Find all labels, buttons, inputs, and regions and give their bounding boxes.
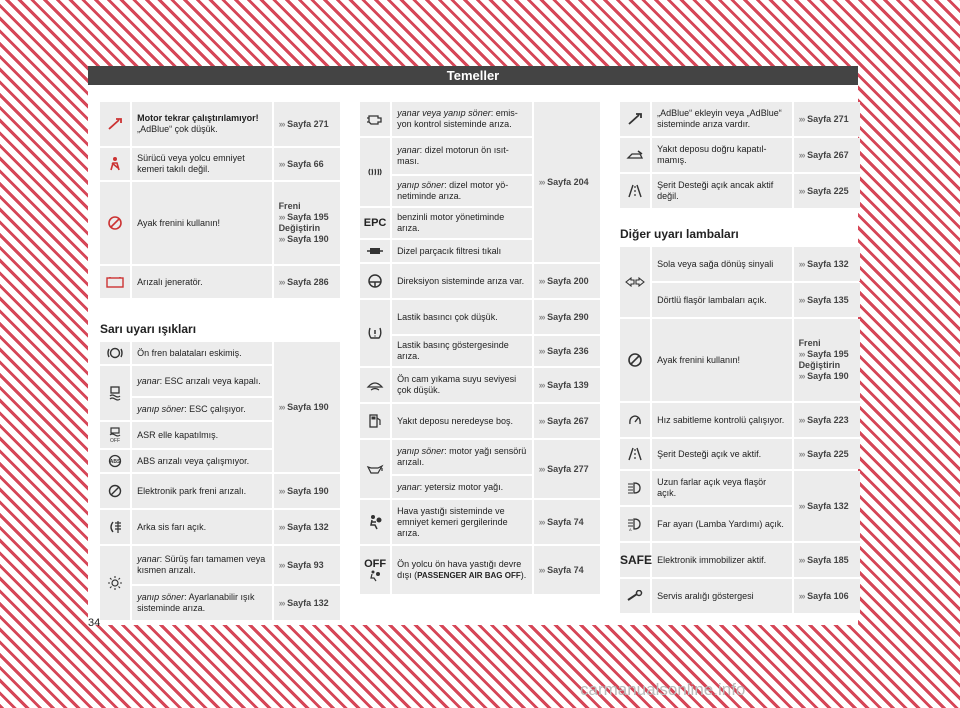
row-desc: : Ayarlanabilir ışık sisteminde arıza. (137, 592, 255, 613)
page-ref: Sayfa 286 (287, 276, 329, 287)
column-2 (360, 100, 600, 596)
row-desc: Sola veya sağa dönüş sinyali (652, 247, 793, 281)
high-beam-icon (620, 471, 652, 505)
row-desc: Sürücü veya yolcu emniyet kemeri takılı değil. (132, 148, 273, 180)
page-ref: Sayfa 290 (547, 311, 589, 322)
page-ref: Sayfa 236 (547, 345, 589, 356)
row-desc: Servis aralığı göstergesi (652, 579, 793, 613)
washer-fluid-icon (360, 368, 392, 402)
table-row: „AdBlue“ ekleyin veya „AdBlue“ sisteminde arıza vardır. ››› Sayfa 271 (620, 102, 860, 136)
service-wrench-icon (620, 579, 652, 613)
table-row: Şerit Desteği açık ancak aktif değil. ››› Sayfa 225 (620, 174, 860, 208)
brake-pads-icon (100, 342, 132, 364)
battery-icon (100, 266, 132, 298)
row-desc: : Sürüş farı tamamen veya kısmen arızalı. (137, 554, 266, 575)
row-desc: Hız sabitleme kontrolü çalışıyor. (652, 403, 793, 437)
row-desc: „AdBlue“ ekleyin veya „AdBlue“ sisteminde arıza vardır. (652, 102, 793, 136)
row-desc: Dizel parçacık filtresi tıkalı (392, 240, 533, 262)
row-desc: Yakıt deposu doğru kapatılmamış. (652, 138, 793, 172)
column-1-yellow (100, 340, 340, 622)
page-ref: Sayfa 132 (287, 597, 329, 608)
row-desc: Dörtlü flaşör lambaları açık. (652, 283, 793, 317)
seatbelt-icon (100, 148, 132, 180)
other-lights-table (620, 245, 860, 615)
row-desc: Hava yastığı sisteminde ve emniyet kemeri gergilerinde arıza. (392, 500, 533, 544)
row-desc: : ESC çalışıyor. (184, 403, 246, 414)
table-row: Yakıt deposu neredeyse boş. ››› Sayfa 267 (360, 404, 600, 438)
column-3 (620, 100, 860, 210)
row-desc: Ön cam yıkama suyu seviyesi çok düşük. (392, 368, 533, 402)
table-row: Ayak frenini kullanın! Freni ››› Sayfa 195 Değiştirin ››› Sayfa 190 (100, 182, 340, 264)
row-desc: : dizel motor yönetiminde arıza. (397, 180, 509, 201)
page-ref: Sayfa 190 (807, 371, 849, 381)
table-row: Sürücü veya yolcu emniyet kemeri takılı değil. ››› Sayfa 66 (100, 148, 340, 180)
page-ref: Sayfa 267 (807, 149, 849, 160)
engine-icon (360, 102, 392, 136)
row-desc: Ön yolcu ön hava yastığı devre dışı ( (397, 559, 522, 580)
table-row: yanıp söner: Ayarlanabilir ışık sisteminde arıza. ››› Sayfa 132 (100, 586, 340, 620)
safe-icon: SAFE (620, 543, 652, 577)
page-number: 34 (88, 617, 101, 629)
table-row: Elektronik park freni arızalı. ››› Sayfa 190 (100, 474, 340, 508)
table-row: yanar: ESC arızalı veya kapalı. (100, 366, 340, 396)
esc-icon (100, 366, 132, 420)
row-desc: : dizel motorun ön ısıtması. (397, 145, 509, 166)
table-row: OFF Ön yolcu ön hava yastığı devre dışı (PASSENGER AIR BAG OFF). ››› Sayfa 74 (360, 546, 600, 594)
row-desc: Şerit Desteği açık ancak aktif değil. (652, 174, 793, 208)
page-ref: Sayfa 223 (807, 414, 849, 425)
column-3-other (620, 245, 860, 615)
table-row: Hava yastığı sisteminde ve emniyet kemeri gergilerinde arıza. ››› Sayfa 74 (360, 500, 600, 544)
row-title: Motor tekrar çalıştırılamıyor! (137, 113, 259, 123)
table-row: Hız sabitleme kontrolü çalışıyor. ››› Sayfa 223 (620, 403, 860, 437)
esc-off-icon (100, 422, 132, 448)
page-ref: Sayfa 106 (807, 590, 849, 601)
row-desc: Ayak frenini kullanın! (132, 182, 273, 264)
table-row: Lastik basınç göstergesinde arıza. ››› Sayfa 236 (360, 336, 600, 366)
page-ref: Sayfa 74 (547, 564, 584, 575)
brake-circle-icon (620, 319, 652, 401)
adblue-icon (620, 102, 652, 136)
row-desc: Elektronik immobilizer aktif. (652, 543, 793, 577)
table-row: Yakıt deposu doğru kapatılmamış. ››› Sayfa 267 (620, 138, 860, 172)
page-ref: Sayfa 185 (807, 554, 849, 565)
table-row: Dörtlü flaşör lambaları açık. ››› Sayfa 135 (620, 283, 860, 317)
page-ref: Sayfa 190 (287, 234, 329, 244)
page-ref: Sayfa 225 (807, 448, 849, 459)
table-row: Ön cam yıkama suyu seviyesi çok düşük. ››› Sayfa 139 (360, 368, 600, 402)
table-row: Servis aralığı göstergesi ››› Sayfa 106 (620, 579, 860, 613)
cruise-control-icon (620, 403, 652, 437)
row-desc: Uzun farlar açık veya flaşör açık. (652, 471, 793, 505)
page-ref: Sayfa 190 (287, 485, 329, 496)
table-row: Arka sis farı açık. ››› Sayfa 132 (100, 510, 340, 544)
lane-assist-icon (620, 439, 652, 469)
tyre-pressure-icon (360, 300, 392, 366)
svg-text:ABS: ABS (109, 459, 121, 465)
epc-icon: EPC (360, 208, 392, 238)
light-assist-icon (620, 507, 652, 541)
page-ref: Sayfa 66 (287, 158, 324, 169)
table-row: yanar veya yanıp söner: emisyon kontrol sisteminde arıza. ››› Sayfa 204 (360, 102, 600, 136)
airbag-off-icon: OFF (360, 546, 392, 594)
rear-fog-icon (100, 510, 132, 544)
row-desc: Arka sis farı açık. (132, 510, 273, 544)
table-row: Motor tekrar çalıştırılamıyor! „AdBlue“ çok düşük. ››› Sayfa 271 (100, 102, 340, 146)
column-1 (100, 100, 340, 300)
page-ref: Sayfa 225 (807, 185, 849, 196)
page-ref: Sayfa 74 (547, 516, 584, 527)
page-ref: Sayfa 271 (807, 113, 849, 124)
row-desc: ABS arızalı veya çalışmıyor. (132, 450, 273, 472)
svg-text:A: A (629, 527, 632, 531)
row-desc: Yakıt deposu neredeyse boş. (392, 404, 533, 438)
page-ref: Sayfa 93 (287, 559, 324, 570)
row-desc: : ESC arızalı veya kapalı. (159, 375, 261, 386)
row-desc: Lastik basınç göstergesinde arıza. (392, 336, 533, 366)
low-adblue-icon (100, 102, 132, 146)
page-ref: Sayfa 132 (807, 500, 849, 511)
page-ref: Sayfa 132 (287, 521, 329, 532)
row-desc: „AdBlue“ çok düşük. (137, 124, 218, 134)
oil-can-icon (360, 440, 392, 498)
table-row: Ön fren balataları eskimiş. ››› Sayfa 190 (100, 342, 340, 364)
table-row: Arızalı jeneratör. ››› Sayfa 286 (100, 266, 340, 298)
brake-circle-icon (100, 182, 132, 264)
yellow-warning-table (100, 340, 340, 622)
row-desc: : emisyon kontrol sisteminde arıza. (397, 108, 518, 129)
page-ref: Sayfa 271 (287, 118, 329, 129)
page-ref: Sayfa 204 (547, 176, 589, 187)
info-table (620, 100, 860, 210)
page-ref: Sayfa 200 (547, 275, 589, 286)
table-row: Uzun farlar açık veya flaşör açık. ››› Sayfa 132 (620, 471, 860, 505)
headlight-fault-icon (100, 546, 132, 620)
row-desc: Ayak frenini kullanın! (652, 319, 793, 401)
footer-watermark: carmanualsonline.info (580, 680, 746, 699)
page-ref: Sayfa 139 (547, 379, 589, 390)
turn-signal-icon (620, 247, 652, 317)
page-ref: Sayfa 267 (547, 415, 589, 426)
glow-plug-icon (360, 138, 392, 206)
table-row: yanıp söner: ESC çalışıyor. (100, 398, 340, 420)
fuel-icon (360, 404, 392, 438)
section-title-other: Diğer uyarı lambaları (620, 227, 739, 241)
page-ref: Sayfa 195 (807, 349, 849, 359)
svg-text:OFF: OFF (110, 438, 121, 443)
row-desc: Şerit Desteği açık ve aktif. (652, 439, 793, 469)
row-desc: Far ayarı (Lamba Yardımı) açık. (652, 507, 793, 541)
page-ref: Sayfa 195 (287, 212, 329, 222)
table-row: yanar: yetersiz motor yağı. (360, 476, 600, 498)
lane-assist-icon (620, 174, 652, 208)
row-desc: : motor yağı sensörü arızalı. (397, 446, 527, 467)
table-row: Lastik basıncı çok düşük. ››› Sayfa 290 (360, 300, 600, 334)
table-row: Ayak frenini kullanın! Freni ››› Sayfa 195 Değiştirin ››› Sayfa 190 (620, 319, 860, 401)
row-desc: ASR elle kapatılmış. (132, 422, 273, 448)
row-desc: Ön fren balataları eskimiş. (132, 342, 273, 364)
table-row: yanıp söner: motor yağı sensörü arızalı. ››› Sayfa 277 (360, 440, 600, 474)
row-desc: Elektronik park freni arızalı. (132, 474, 273, 508)
table-row: yanar: dizel motorun ön ısıtması. (360, 138, 600, 174)
row-desc: : yetersiz motor yağı. (419, 481, 504, 492)
airbag-icon (360, 500, 392, 544)
page-ref: Sayfa 135 (807, 294, 849, 305)
steering-icon (360, 264, 392, 298)
row-desc: Arızalı jeneratör. (132, 266, 273, 298)
table-row: SAFE Elektronik immobilizer aktif. ››› Sayfa 185 (620, 543, 860, 577)
yellow-warning-table-2 (360, 100, 600, 596)
abs-icon (100, 450, 132, 472)
table-row: yanar: Sürüş farı tamamen veya kısmen arızalı. ››› Sayfa 93 (100, 546, 340, 584)
table-row: Direksiyon sisteminde arıza var. ››› Sayfa 200 (360, 264, 600, 298)
table-row: Sola veya sağa dönüş sinyali ››› Sayfa 132 (620, 247, 860, 281)
fuel-cap-icon (620, 138, 652, 172)
section-title-yellow: Sarı uyarı ışıkları (100, 322, 197, 336)
table-row: Şerit Desteği açık ve aktif. ››› Sayfa 225 (620, 439, 860, 469)
section-header: Temeller (88, 66, 858, 85)
particle-filter-icon (360, 240, 392, 262)
red-warning-table (100, 100, 340, 300)
row-desc: Direksiyon sisteminde arıza var. (392, 264, 533, 298)
page-ref: Sayfa 190 (287, 401, 329, 412)
table-row: yanıp söner: dizel motor yönetiminde arıza. (360, 176, 600, 206)
row-desc: benzinli motor yönetiminde arıza. (392, 208, 533, 238)
page-ref: Sayfa 132 (807, 258, 849, 269)
row-desc: Lastik basıncı çok düşük. (392, 300, 533, 334)
park-brake-icon (100, 474, 132, 508)
page-ref: Sayfa 277 (547, 463, 589, 474)
